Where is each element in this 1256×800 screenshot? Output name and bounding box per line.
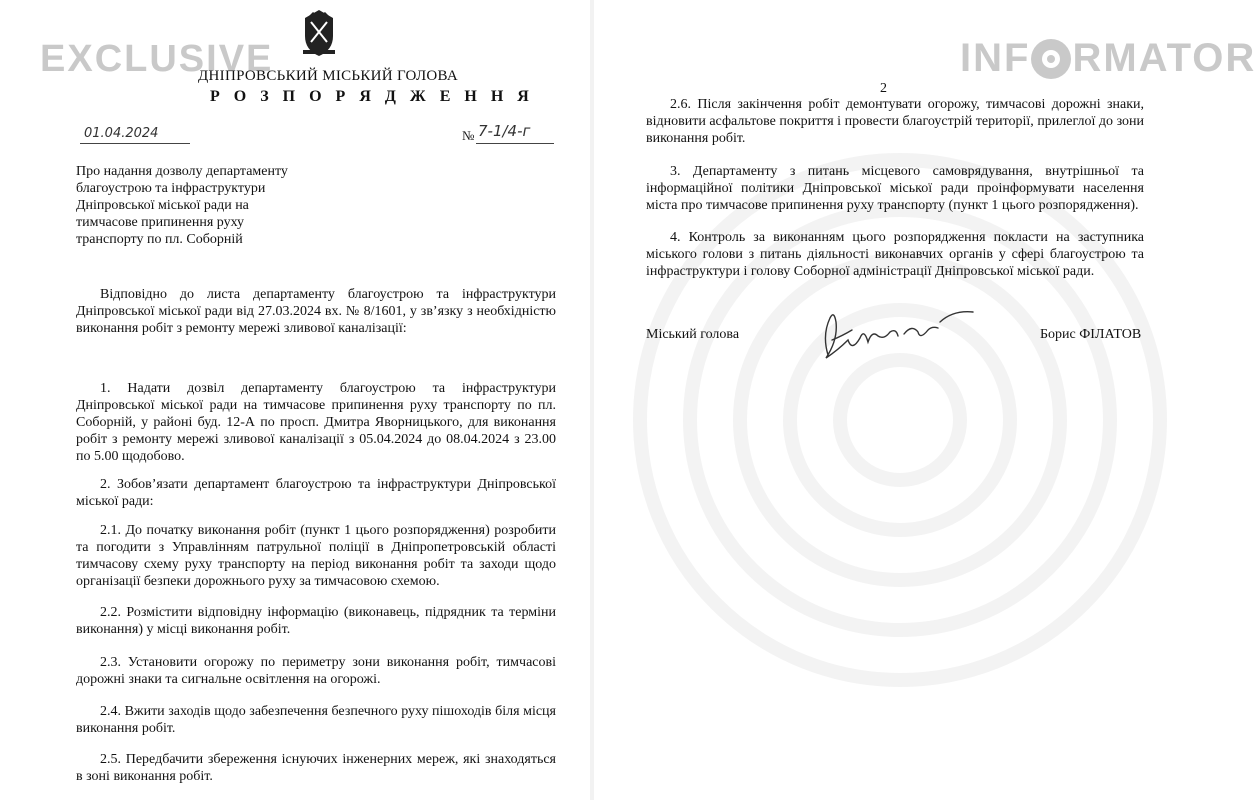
page-divider: [590, 0, 594, 800]
signer-name: Борис ФІЛАТОВ: [1040, 327, 1142, 342]
item-2-2: 2.2. Розмістити відповідну інформацію (виконавець, підрядник та терміни виконання) у місці виконання робіт.: [76, 605, 556, 637]
item-2-4: 2.4. Вжити заходів щодо забезпечення безпечного руху пішоходів біля місця виконання робіт.: [76, 704, 556, 736]
document-date: 01.04.2024: [84, 126, 159, 141]
intro-paragraph: Відповідно до листа департаменту благоустрою та інфраструктури Дніпровської міської ради від 27.03.2024 вх. № 8/1601, у зв’язку з необхідністю виконання робіт з ремонту мережі зливової каналізації:: [76, 287, 556, 336]
date-underline: [80, 143, 190, 144]
item-1: 1. Надати дозвіл департаменту благоустрою та інфраструктури Дніпровської міської ради на тимчасове припинення руху транспорту по пл. Соборній, у районі буд. 12-А по просп. Дмитра Яворницького, для виконання робіт з ремонту мережі зливової каналізації з 05.04.2024 до 08.04.2024 з 23.00 по 5.00 щодобово.: [76, 381, 556, 464]
item-4: 4. Контроль за виконанням цього розпорядження покласти на заступника міського голови з питань діяльності виконавчих органів у сфері благоустрою та інфраструктури і голову Соборної адміністрації Дніпровської міської ради.: [646, 230, 1144, 279]
document-subject: Про надання дозволу департаменту благоустрою та інфраструктури Дніпровської міської ради на тимчасове припинення руху транспорту по пл. Соборній: [76, 164, 288, 247]
item-2-3: 2.3. Установити огорожу по периметру зони виконання робіт, тимчасові дорожні знаки та сигнальне освітлення на огорожі.: [76, 655, 556, 687]
item-2-5: 2.5. Передбачити збереження існуючих інженерних мереж, які знаходяться в зоні виконання робіт.: [76, 752, 556, 784]
document-number: 7-1/4-г: [478, 122, 531, 140]
item-2-6: 2.6. Після закінчення робіт демонтувати огорожу, тимчасові дорожні знаки, відновити асфальтове покриття і провести благоустрій території, прилеглої до зони виконання робіт.: [646, 97, 1144, 146]
number-underline: [476, 143, 554, 144]
page-number: 2: [880, 81, 887, 96]
signer-title: Міський голова: [646, 327, 740, 342]
watermark-exclusive: EXCLUSIVE: [40, 38, 274, 80]
watermark-informator-prefix: INF: [960, 36, 1031, 80]
organization-title: ДНІПРОВСЬКИЙ МІСЬКИЙ ГОЛОВА: [198, 68, 459, 84]
watermark-informator: [960, 36, 1256, 81]
document-type: Р О З П О Р Я Д Ж Е Н Н Я: [210, 88, 534, 105]
item-2: 2. Зобов’язати департамент благоустрою та інфраструктури Дніпровської міської ради:: [76, 477, 556, 509]
item-3: 3. Департаменту з питань місцевого самоврядування, внутрішньої та інформаційної політики Дніпровської міської ради проінформувати населення міста про тимчасове припинення руху транспорту (пункт 1 цього розпорядження).: [646, 164, 1144, 213]
handwritten-signature: [808, 300, 978, 370]
item-2-1: 2.1. До початку виконання робіт (пункт 1 цього розпорядження) розробити та погодити з Управлінням патрульної поліції в Дніпропетровській області тимчасову схему руху транспорту на період виконання робіт та заходи щодо організації безпеки дорожнього руху за тимчасовою схемою.: [76, 523, 556, 589]
number-label: №: [462, 128, 475, 143]
watermark-informator-suffix: RMATOR: [1072, 36, 1256, 80]
dnipro-coat-of-arms-icon: [297, 8, 341, 58]
eye-logo-icon: [1031, 39, 1071, 79]
